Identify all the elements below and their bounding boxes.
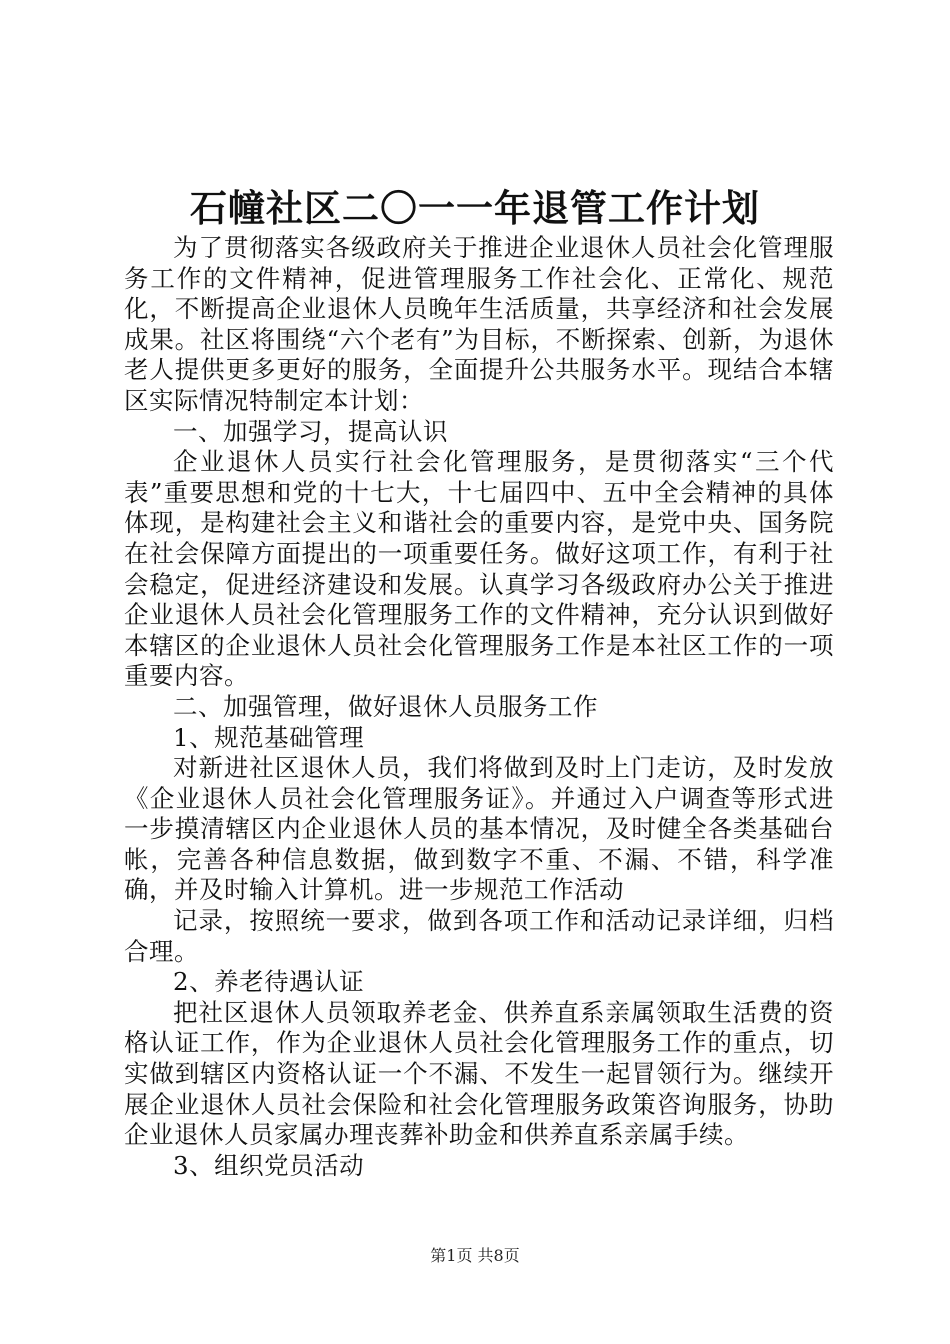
subsection-heading-2: 2、养老待遇认证 (173, 967, 365, 997)
subsection-1-paragraph-continued: 记录，按照统一要求，做到各项工作和活动记录详细，归档合理。 (124, 906, 834, 966)
intro-paragraph: 为了贯彻落实各级政府关于推进企业退休人员社会化管理服务工作的文件精神，促进管理服务工作社会化、正常化、规范化，不断提高企业退休人员晚年生活质量，共享经济和社会发展成果。社区将围绕“六个老有”为目标，不断探索、创新，为退休老人提供更多更好的服务，全面提升公共服务水平。现结合本辖区实际情况特制定本计划： (124, 233, 834, 415)
subsection-1-paragraph: 对新进社区退休人员，我们将做到及时上门走访，及时发放《企业退休人员社会化管理服务证》。并通过入户调查等形式进一步摸清辖区内企业退休人员的基本情况，及时健全各类基础台帐，完善各种信息数据，做到数字不重、不漏、不错，科学准确，并及时输入计算机。进一步规范工作活动 (124, 753, 834, 905)
page-footer: 第1页 共8页 (430, 1246, 520, 1265)
section-1-paragraph: 企业退休人员实行社会化管理服务，是贯彻落实“三个代表”重要思想和党的十七大，十七届四中、五中全会精神的具体体现，是构建社会主义和谐社会的重要内容，是党中央、国务院在社会保障方面提出的一项重要任务。做好这项工作，有利于社会稳定，促进经济建设和发展。认真学习各级政府办公关于推进企业退休人员社会化管理服务工作的文件精神，充分认识到做好本辖区的企业退休人员社会化管理服务工作是本社区工作的一项重要内容。 (124, 447, 834, 691)
section-heading-1: 一、加强学习，提高认识 (173, 416, 448, 446)
subsection-2-paragraph: 把社区退休人员领取养老金、供养直系亲属领取生活费的资格认证工作，作为企业退休人员社会化管理服务工作的重点，切实做到辖区内资格认证一个不漏、不发生一起冒领行为。继续开展企业退休人员社会保险和社会化管理服务政策咨询服务，协助企业退休人员家属办理丧葬补助金和供养直系亲属手续。 (124, 997, 834, 1150)
section-heading-2: 二、加强管理，做好退休人员服务工作 (173, 691, 598, 721)
document-title: 石幢社区二〇一一年退管工作计划 (190, 186, 760, 230)
subsection-heading-3: 3、组织党员活动 (173, 1150, 365, 1180)
subsection-heading-1: 1、规范基础管理 (173, 722, 365, 752)
document-body (124, 233, 834, 1181)
